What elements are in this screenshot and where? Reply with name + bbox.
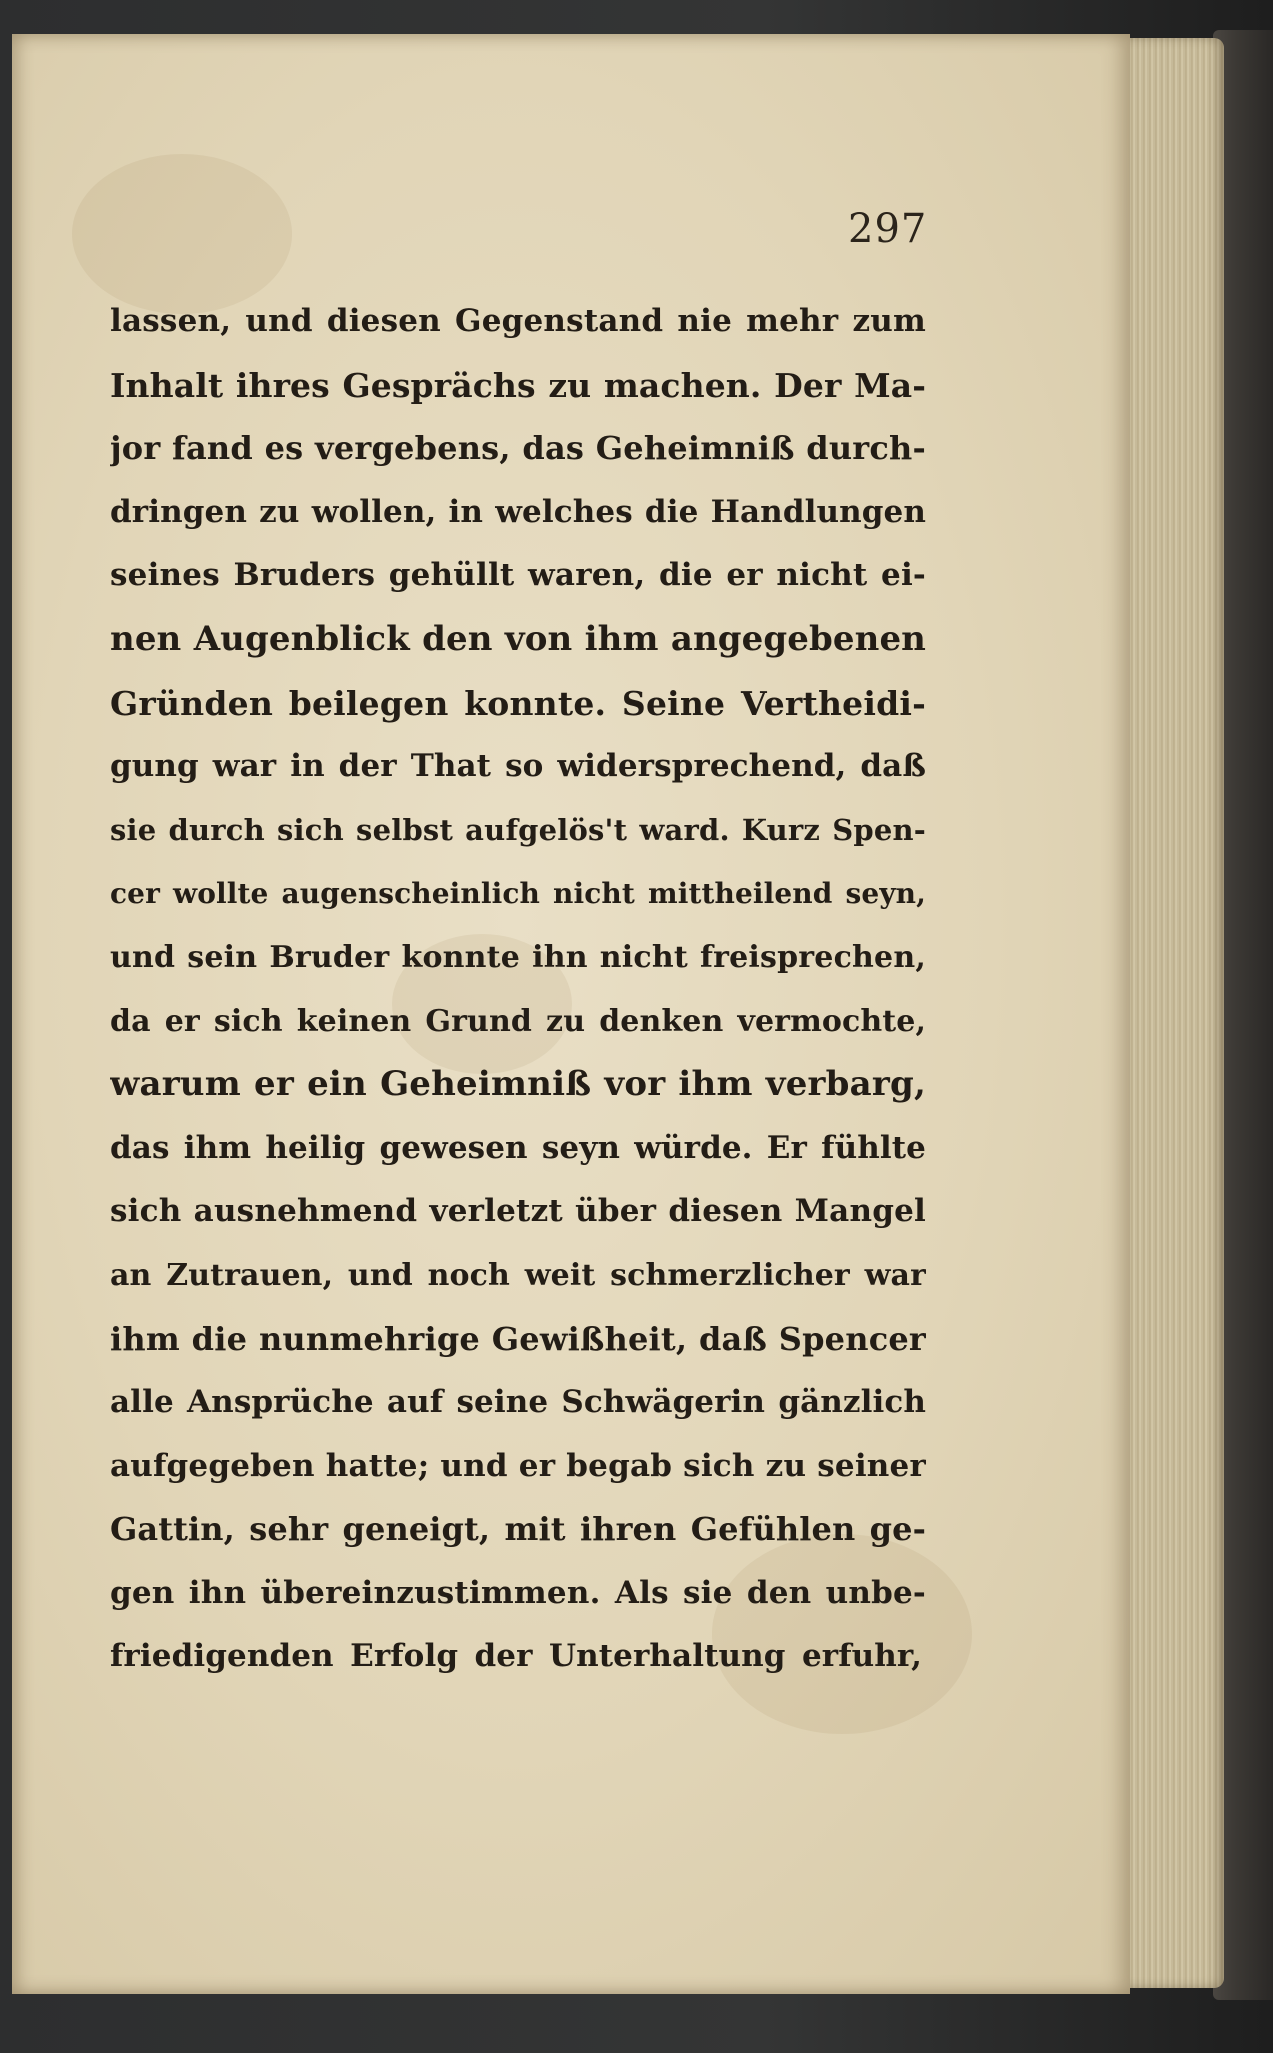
text-line: seines Bruders gehüllt waren, die er nicht ei- [110,557,926,594]
text-line: gung war in der That so widersprechend, daß [110,748,926,785]
text-line: dringen zu wollen, in welches die Handlungen [110,493,926,530]
text-line: da er sich keinen Grund zu denken vermochte, [110,1003,926,1039]
text-line: aufgegeben hatte; und er begab sich zu seiner [110,1447,926,1484]
text-line: warum er ein Geheimniß vor ihm verbarg, [110,1064,926,1105]
text-line: lassen, und diesen Gegenstand nie mehr zum [110,303,926,339]
text-line: jor fand es vergebens, das Geheimniß durch- [110,429,926,468]
page-number: 297 [848,206,928,252]
text-line: an Zutrauen, und noch weit schmerzlicher war [110,1257,926,1293]
text-line: Gründen beilegen konnte. Seine Vertheidi- [110,683,926,723]
text-line: gen ihn übereinzustimmen. Als sie den unbe- [110,1574,926,1611]
text-line: cer wollte augenscheinlich nicht mittheilend seyn, [110,877,926,911]
text-line: Inhalt ihres Gesprächs zu machen. Der Ma- [110,365,926,405]
text-line: Gattin, sehr geneigt, mit ihren Gefühlen ge- [110,1510,926,1549]
text-line: und sein Bruder konnte ihn nicht freisprechen, [110,939,926,975]
text-line: sich ausnehmend verletzt über diesen Mangel [110,1193,926,1230]
text-line: ihm die nunmehrige Gewißheit, daß Spencer [110,1319,926,1358]
page-edges [1118,38,1224,1988]
text-line: sie durch sich selbst aufgelös't ward. Kurz Spen- [110,812,926,847]
text-line: alle Ansprüche auf seine Schwägerin gänzlich [110,1384,926,1421]
text-line: das ihm heilig gewesen seyn würde. Er fühlte [110,1129,926,1166]
text-line: nen Augenblick den von ihm angegebenen [110,618,926,659]
body-text [110,290,926,1689]
text-line: friedigenden Erfolg der Unterhaltung erfuhr, [110,1638,922,1675]
